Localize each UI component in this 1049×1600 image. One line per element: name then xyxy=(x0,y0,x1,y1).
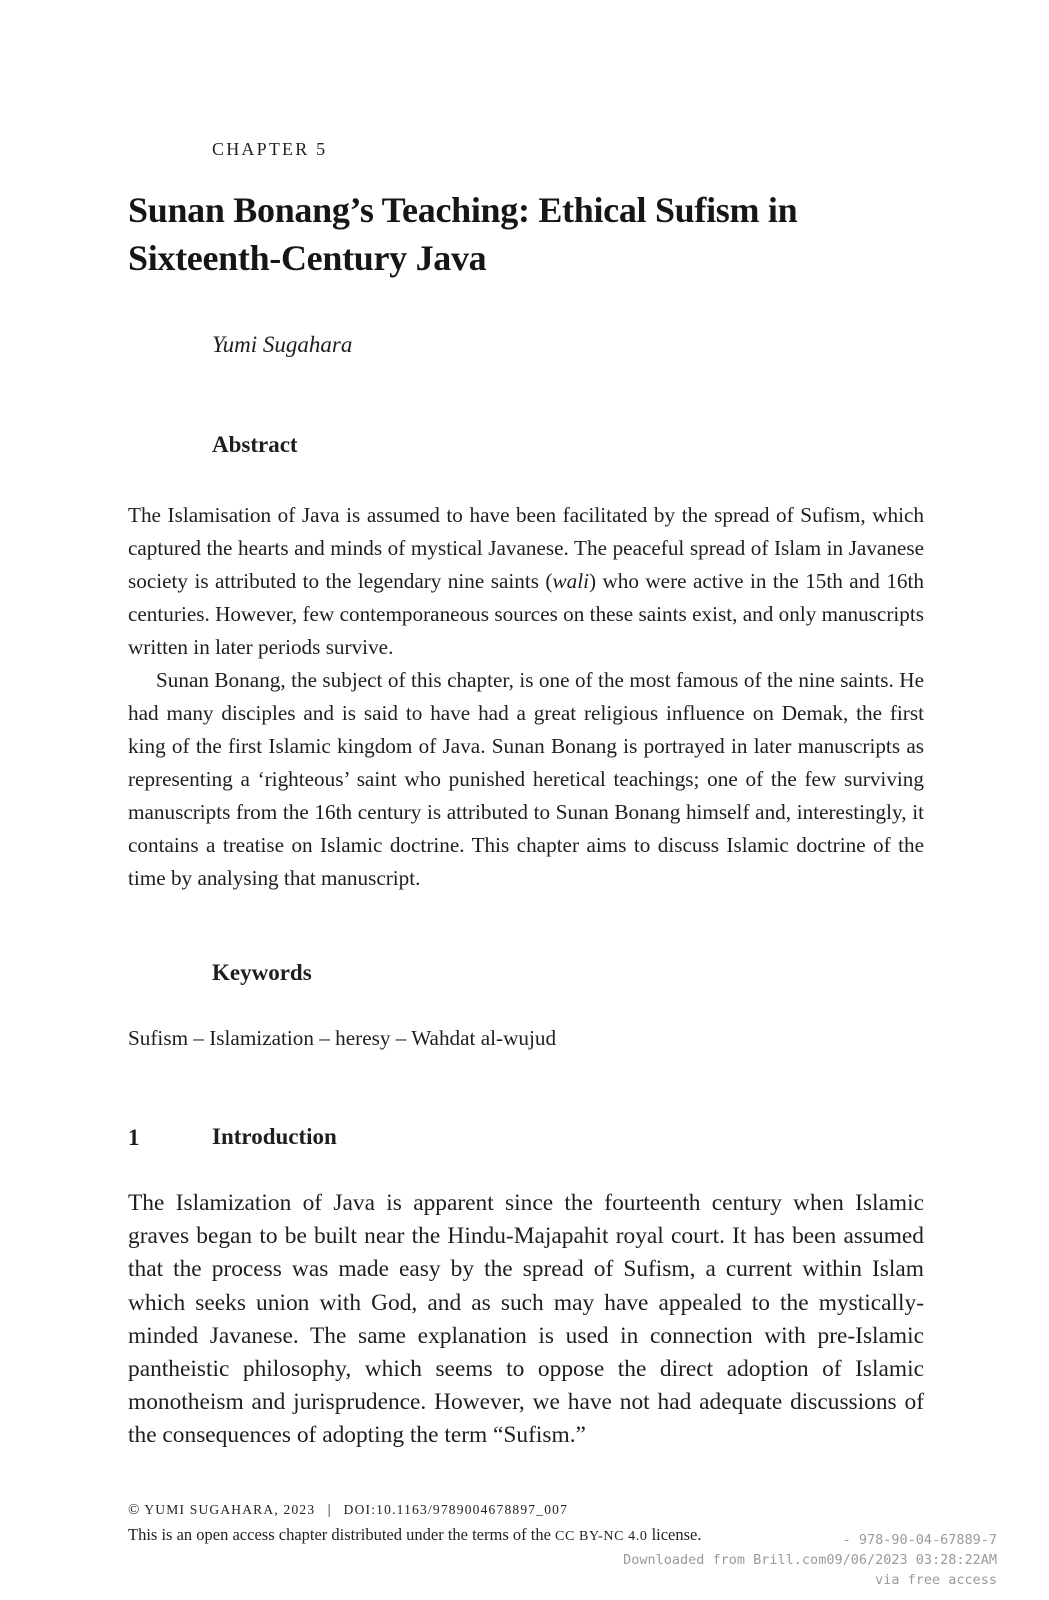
watermark-download-info: Downloaded from Brill.com09/06/2023 03:28:22AM xyxy=(623,1552,997,1568)
license-link[interactable]: CC BY-NC 4.0 xyxy=(555,1529,648,1544)
watermark-access: via free access xyxy=(875,1572,997,1588)
introduction-heading: Introduction xyxy=(212,1124,337,1149)
footer-separator: | xyxy=(327,1502,332,1518)
footer-license xyxy=(128,1525,702,1545)
introduction-body: The Islamization of Java is apparent since the fourteenth century when Islamic graves began to be built near the Hindu-Majapahit royal court. It has been assumed that the process was made easy by the spread of Sufism, a current within Islam which seeks union with God, and as such may have appealed to the mystically-minded Javanese. The same explanation is used in connection with pre-Islamic pantheistic philosophy, which seems to oppose the direct adoption of Islamic monotheism and jurisprudence. However, we have not had adequate discussions of the consequences of adopting the term “Sufism.” xyxy=(128,1190,924,1449)
copyright-symbol: © xyxy=(128,1502,140,1518)
copyright-holder: YUMI SUGAHARA, 2023 xyxy=(144,1502,316,1517)
abstract-p1-italic-term: wali xyxy=(552,569,589,593)
abstract-paragraph-2: Sunan Bonang, the subject of this chapter, is one of the most famous of the nine saints. He had many disciples and is said to have had a great religious influence on Demak, the first king of the first Islamic kingdom of Java. Sunan Bonang is portrayed in later manuscripts as representing a ‘righteous’ saint who punished heretical teachings; one of the few surviving manuscripts from the 16th century is attributed to Sunan Bonang himself and, interestingly, it contains a treatise on Islamic doctrine. This chapter aims to discuss Islamic doctrine of the time by analysing that manuscript. xyxy=(128,668,924,890)
author-name: Yumi Sugahara xyxy=(212,332,353,357)
doi-text: DOI:10.1163/9789004678897_007 xyxy=(343,1502,569,1517)
abstract-paragraph-1 xyxy=(128,499,924,664)
keywords-list: Sufism – Islamization – heresy – Wahdat al-wujud xyxy=(128,1026,557,1050)
footer-copyright xyxy=(128,1502,568,1519)
abstract-p1-end: ) who were active in the 15th and 16th centuries. However, few contemporaneous sources on these saints exist, and only manuscripts written in later periods survive. xyxy=(128,569,924,659)
chapter-label: CHAPTER 5 xyxy=(212,139,328,159)
abstract-heading: Abstract xyxy=(212,432,298,457)
watermark-isbn: - 978-90-04-67889-7 xyxy=(842,1532,997,1548)
abstract-body xyxy=(128,499,924,895)
download-watermark xyxy=(623,1530,997,1590)
license-suffix: license. xyxy=(651,1525,702,1544)
keywords-heading: Keywords xyxy=(212,960,312,985)
license-prefix: This is an open access chapter distributed under the terms of the xyxy=(128,1525,551,1544)
chapter-title: Sunan Bonang’s Teaching: Ethical Sufism in Sixteenth-Century Java xyxy=(128,190,798,278)
section-number: 1 xyxy=(128,1125,140,1150)
abstract-p1-start: The Islamisation of Java is assumed to have been facilitated by the spread of Sufism, which captured the hearts and minds of mystical Javanese. The peaceful spread of Islam in Javanese society is attributed to the legendary nine saints ( xyxy=(128,503,924,593)
